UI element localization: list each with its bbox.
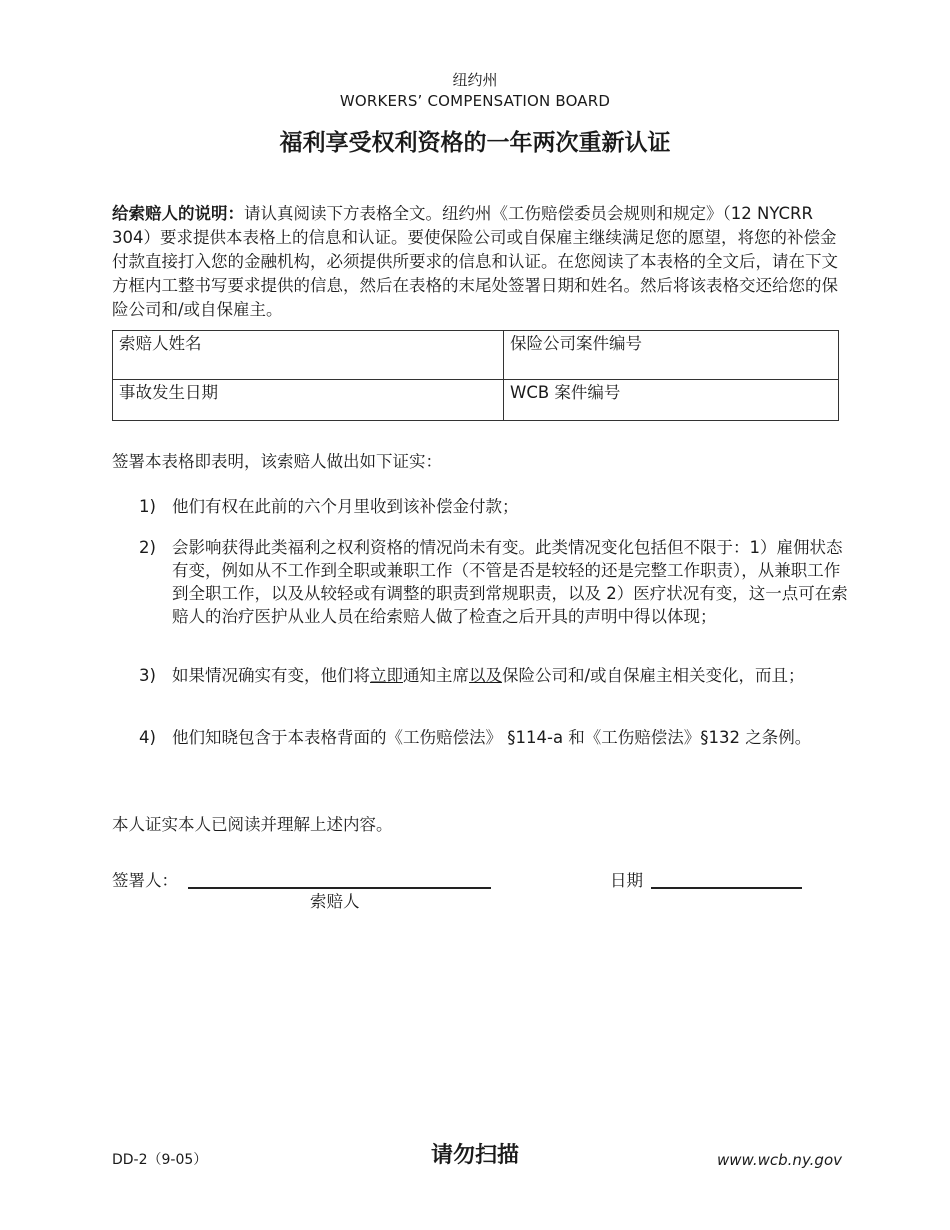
list-item bbox=[112, 664, 852, 687]
header-board: WORKERS’ COMPENSATION BOARD bbox=[339, 92, 611, 110]
list-item bbox=[112, 536, 852, 628]
wcb-case-number-field[interactable] bbox=[504, 380, 839, 421]
signature-label: 签署人： bbox=[112, 871, 178, 890]
date-label: 日期 bbox=[610, 871, 643, 890]
form-title: 福利享受权利资格的一年两次重新认证 bbox=[279, 130, 671, 156]
item-text bbox=[172, 664, 852, 687]
carrier-case-number-field[interactable] bbox=[504, 331, 839, 380]
item-number: 1) bbox=[139, 497, 156, 516]
item-text-part: 如果情况确实有变，他们将 bbox=[172, 666, 370, 685]
item-text: 他们有权在此前的六个月里收到该补偿金付款； bbox=[172, 497, 519, 516]
form-code: DD-2（9-05） bbox=[112, 1152, 208, 1168]
list-item bbox=[112, 495, 852, 518]
instructions-body: 请认真阅读下方表格全文。纽约州《工伤赔偿委员会规则和规定》（12 NYCRR 304）要求提供本表格上的信息和认证。要使保险公司或自保雇主继续满足您的愿望，将您的补偿金付款直接打入您的金融机构，必须提供所要求的信息和认证。在您阅读了本表格的全文后，请在下文方框内工整书写要求提供的信息，然后在表格的末尾处签署日期和姓名。然后将该表格交还给您的保险公司和/或自保雇主。 bbox=[112, 204, 838, 319]
claimant-name-field[interactable] bbox=[113, 331, 504, 380]
item-number: 3) bbox=[139, 666, 156, 685]
carrier-case-number-label: 保险公司案件编号 bbox=[510, 334, 642, 353]
header-state: 纽约州 bbox=[452, 71, 498, 89]
item-text: 他们知晓包含于本表格背面的《工伤赔偿法》 §114-a 和《工伤赔偿法》§132 之条例。 bbox=[172, 728, 812, 747]
underlined-term-and: 以及 bbox=[469, 666, 502, 685]
instructions bbox=[112, 202, 852, 322]
item-text-part: 通知主席 bbox=[403, 666, 469, 685]
do-not-scan-notice: 请勿扫描 bbox=[430, 1143, 519, 1168]
info-table bbox=[112, 330, 839, 421]
item-number: 2) bbox=[139, 538, 156, 557]
date-of-accident-label: 事故发生日期 bbox=[119, 383, 218, 402]
signature-caption: 索赔人 bbox=[310, 892, 360, 911]
certification-intro: 签署本表格即表明，该索赔人做出如下证实： bbox=[112, 452, 442, 471]
item-number: 4) bbox=[139, 728, 156, 747]
item-text-part: 保险公司和/或自保雇主相关变化，而且； bbox=[502, 666, 805, 685]
claimant-name-label: 索赔人姓名 bbox=[119, 334, 202, 353]
website-url: www.wcb.ny.gov bbox=[717, 1151, 842, 1169]
instructions-lead: 给索赔人的说明： bbox=[112, 204, 244, 223]
underlined-term-immediately: 立即 bbox=[370, 666, 403, 685]
confirmation-statement: 本人证实本人已阅读并理解上述内容。 bbox=[112, 815, 393, 834]
wcb-case-number-label: WCB 案件编号 bbox=[510, 383, 621, 402]
date-line[interactable] bbox=[651, 887, 802, 889]
signature-line[interactable] bbox=[188, 887, 491, 889]
item-text: 会影响获得此类福利之权利资格的情况尚未有变。此类情况变化包括但不限于：1）雇佣状态有变，例如从不工作到全职或兼职工作（不管是否是较轻的还是完整工作职责），从兼职工作到全职工作，以及从较轻或有调整的职责到常规职责，以及 2）医疗状况有变，这一点可在索赔人的治疗医护从业人员在给索赔人做了检查之后开具的声明中得以体现； bbox=[172, 538, 848, 626]
list-item bbox=[112, 726, 852, 749]
date-of-accident-field[interactable] bbox=[113, 380, 504, 421]
